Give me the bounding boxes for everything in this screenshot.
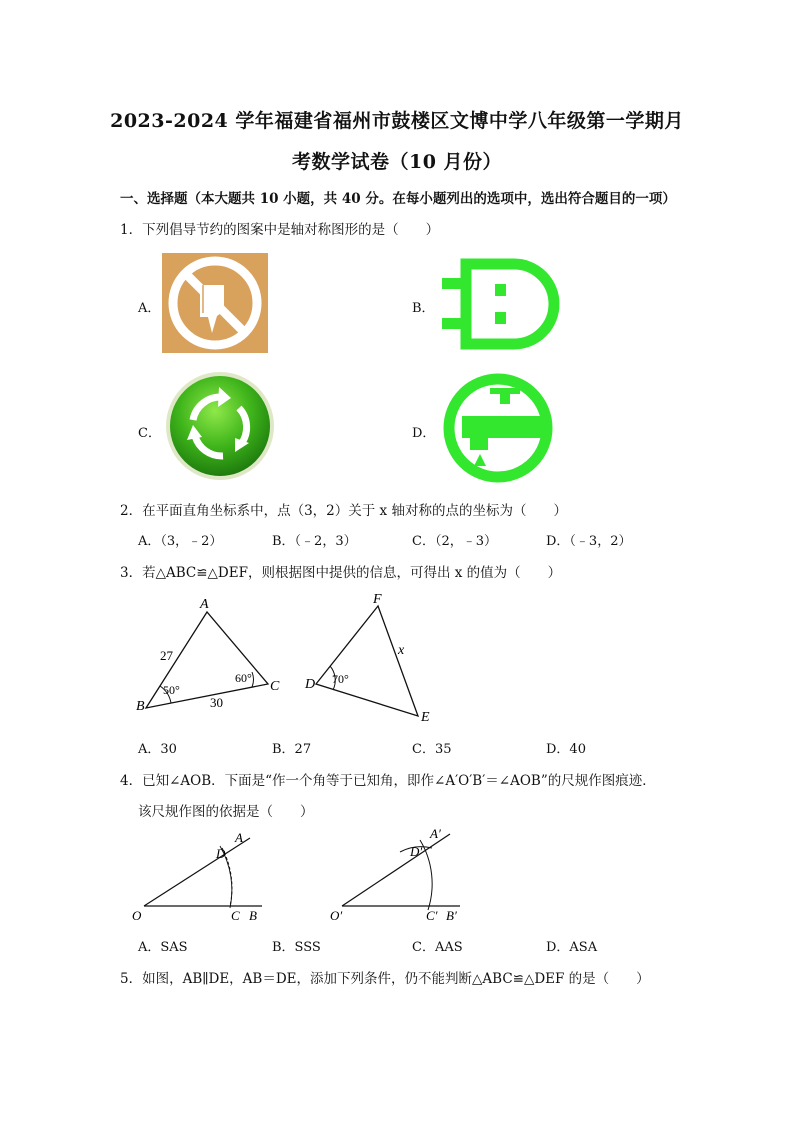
q3-option-c: C．35 (412, 742, 452, 757)
q4-option-b: B．SSS (272, 940, 321, 955)
q3-stem: 3．若△ABC≌△DEF，则根据图中提供的信息，可得出 x 的值为（ ） (120, 565, 562, 581)
q1-option-a-label: A． (138, 301, 161, 316)
q4-option-c: C．AAS (412, 940, 463, 955)
q4-stem-line2: 该尺规作图的依据是（ ） (138, 804, 314, 820)
vertex-f-label: F (373, 592, 382, 607)
side-bc-label: 30 (210, 695, 223, 710)
angle-b-label: 50° (163, 683, 180, 697)
angle-d-label: 70° (332, 672, 349, 686)
q3-option-b: B．27 (272, 742, 312, 757)
side-x-label: x (398, 643, 405, 658)
q4-option-a: A．SAS (138, 940, 188, 955)
left-point-c: C (231, 908, 240, 923)
plug-icon (440, 258, 564, 350)
triangles-abc-def (130, 590, 440, 730)
right-point-b: B′ (446, 908, 457, 923)
angle-construction-figure (130, 826, 470, 926)
vertex-b-label: B (136, 699, 145, 714)
q2-option-d: D．（﹣3，2） (546, 534, 632, 549)
q2-option-b: B．（﹣2，3） (272, 534, 357, 549)
section-heading: 一、选择题（本大题共 10 小题，共 40 分。在每小题列出的选项中，选出符合题目的一项） (120, 191, 676, 207)
q5-stem: 5．如图，AB∥DE，AB＝DE，添加下列条件，仍不能判断△ABC≌△DEF 的是（ ） (120, 971, 650, 987)
side-ab-label: 27 (160, 648, 173, 663)
right-point-d: D′ (410, 844, 423, 859)
angle-c-label: 60° (235, 671, 252, 685)
vertex-e-label: E (421, 710, 430, 725)
q3-option-d: D．40 (546, 742, 586, 757)
paper-title-line1: 2023-2024 学年福建省福州市鼓楼区文博中学八年级第一学期月 (110, 110, 684, 132)
q3-figure (130, 590, 440, 734)
q1-option-a-image (162, 253, 268, 357)
vertex-d-label: D (305, 677, 316, 692)
q1-stem: 1．下列倡导节约的图案中是轴对称图形的是（ ） (120, 222, 440, 238)
q4-option-d: D．ASA (546, 940, 598, 955)
vertex-c-label: C (270, 679, 280, 694)
left-point-b: B (249, 908, 257, 923)
q1-option-d-label: D． (412, 426, 436, 441)
vertex-a-label: A (200, 597, 209, 612)
q1-option-c-image (163, 370, 277, 486)
right-point-a: A′ (430, 826, 441, 841)
q4-figure (130, 826, 470, 930)
q2-stem: 2．在平面直角坐标系中，点（3，2）关于 x 轴对称的点的坐标为（ ） (120, 503, 567, 519)
q4-stem-line1: 4．已知∠AOB．下面是“作一个角等于已知角，即作∠A′O′B′＝∠AOB”的尺规作图痕迹． (120, 773, 656, 789)
q3-option-a: A．30 (138, 742, 177, 757)
q1-option-b-label: B． (412, 301, 435, 316)
right-vertex-o: O′ (330, 908, 343, 923)
recycle-arrows-icon (163, 370, 277, 482)
left-point-a: A (235, 830, 243, 845)
q2-option-c: C．（2，﹣3） (412, 534, 497, 549)
q1-option-d-image (442, 372, 554, 488)
q2-option-a: A．（3，﹣2） (138, 534, 223, 549)
q1-option-c-label: C． (138, 426, 161, 441)
right-point-c: C′ (426, 908, 438, 923)
no-paper-icon (162, 253, 268, 353)
left-vertex-o: O (132, 908, 142, 923)
left-point-d: D (216, 846, 226, 861)
paper-title-line2: 考数学试卷（10 月份） (291, 151, 503, 173)
water-tap-icon (442, 372, 554, 484)
q1-option-b-image (440, 258, 564, 354)
